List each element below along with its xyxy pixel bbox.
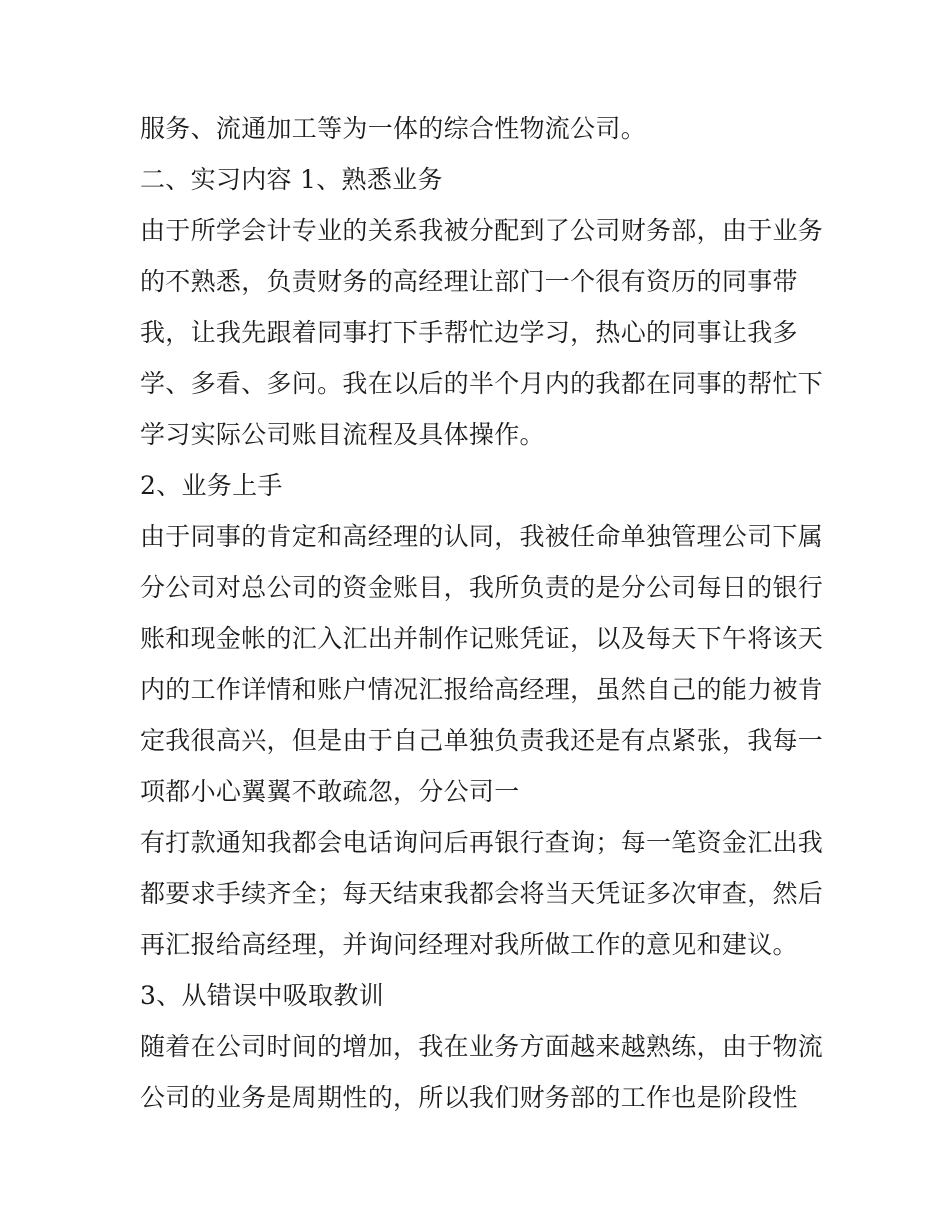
text-line: 随着在公司时间的增加，我在业务方面越来越熟练，由于物流 bbox=[140, 1032, 824, 1061]
text-line: 学、多看、多问。我在以后的半个月内的我都在同事的帮忙下 bbox=[140, 369, 824, 398]
section-heading: 2、业务上手 bbox=[140, 471, 283, 500]
text-line: 项都小心翼翼不敢疏忽，分公司一 bbox=[140, 777, 520, 806]
text-line: 有打款通知我都会电话询问后再银行查询；每一笔资金汇出我 bbox=[140, 828, 824, 857]
section-heading: 3、从错误中吸取教训 bbox=[140, 981, 384, 1010]
section-heading: 二、实习内容 1、熟悉业务 bbox=[140, 165, 443, 194]
text-line: 公司的业务是周期性的，所以我们财务部的工作也是阶段性 bbox=[140, 1083, 798, 1112]
text-line: 服务、流通加工等为一体的综合性物流公司。 bbox=[140, 114, 647, 143]
text-line: 由于同事的肯定和高经理的认同，我被任命单独管理公司下属 bbox=[140, 522, 824, 551]
text-line: 我，让我先跟着同事打下手帮忙边学习，热心的同事让我多 bbox=[140, 318, 798, 347]
text-line: 由于所学会计专业的关系我被分配到了公司财务部，由于业务 bbox=[140, 216, 824, 245]
text-line: 定我很高兴，但是由于自己单独负责我还是有点紧张，我每一 bbox=[140, 726, 824, 755]
text-line: 的不熟悉，负责财务的高经理让部门一个很有资历的同事带 bbox=[140, 267, 798, 296]
text-line: 再汇报给高经理，并询问经理对我所做工作的意见和建议。 bbox=[140, 930, 798, 959]
text-line: 内的工作详情和账户情况汇报给高经理，虽然自己的能力被肯 bbox=[140, 675, 824, 704]
text-line: 账和现金帐的汇入汇出并制作记账凭证，以及每天下午将该天 bbox=[140, 624, 824, 653]
text-line: 分公司对总公司的资金账目，我所负责的是分公司每日的银行 bbox=[140, 573, 824, 602]
text-line: 学习实际公司账目流程及具体操作。 bbox=[140, 420, 545, 449]
text-line: 都要求手续齐全；每天结束我都会将当天凭证多次审查，然后 bbox=[140, 879, 824, 908]
